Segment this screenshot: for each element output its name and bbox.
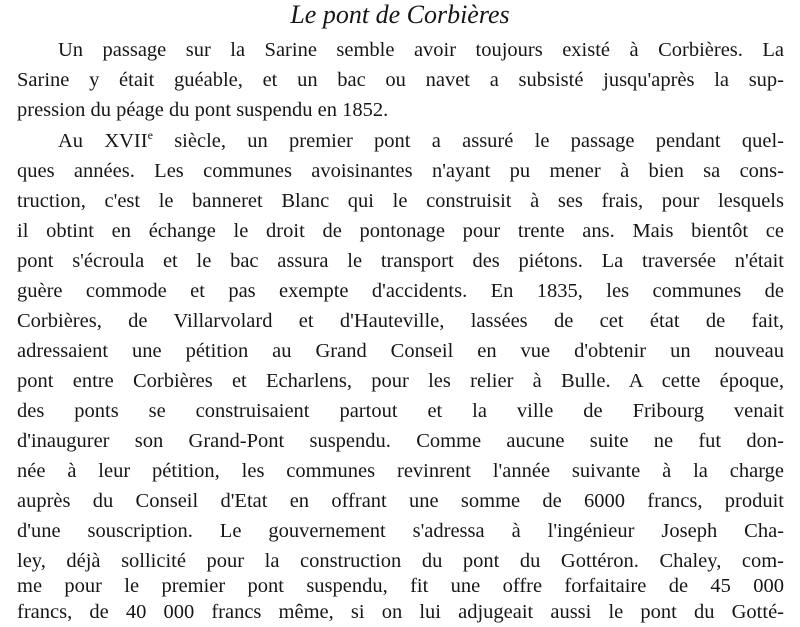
paragraph-1-line: pression du péage du pont suspendu en 1852.	[17, 99, 389, 121]
paragraph-2-line: me pour le premier pont suspendu, fit une offre forfaitaire de 45 000	[17, 575, 784, 597]
paragraph-2-line: ley, déjà sollicité pour la construction du pont du Gottéron. Chaley, com-	[17, 550, 784, 572]
paragraph-2-line: adressaient une pétition au Grand Conseil en vue d'obtenir un nouveau	[17, 340, 784, 362]
paragraph-1-line: Un passage sur la Sarine semble avoir toujours existé à Corbières. La	[58, 39, 784, 61]
first-line-rest: siècle, un premier pont a assuré le passage pendant quel-	[152, 130, 784, 152]
paragraph-2-line: truction, c'est le banneret Blanc qui le construisit à ses frais, pour lesquels	[17, 190, 784, 212]
paragraph-2-line: francs, de 40 000 francs même, si on lui adjugeait aussi le pont du Gotté-	[17, 601, 784, 623]
paragraph-2-line: d'inaugurer son Grand-Pont suspendu. Comme aucune suite ne fut don-	[17, 430, 784, 452]
paragraph-2-line: Corbières, de Villarvolard et d'Hauteville, lassées de cet état de fait,	[17, 310, 784, 332]
paragraph-2-line: guère commode et pas exempte d'accidents. En 1835, les communes de	[17, 280, 784, 302]
paragraph-2-line: pont entre Corbières et Echarlens, pour les relier à Bulle. A cette époque,	[17, 370, 784, 392]
paragraph-2-line: née à leur pétition, les communes revinrent l'année suivante à la charge	[17, 460, 784, 482]
paragraph-2-first-line	[58, 126, 784, 156]
paragraph-2-line: pont s'écroula et le bac assura le transport des piétons. La traversée n'était	[17, 250, 784, 272]
century-superscript: e	[147, 128, 153, 142]
document-title: Le pont de Corbières	[290, 0, 510, 29]
paragraph-2-line: il obtint en échange le droit de pontonage pour trente ans. Mais bientôt ce	[17, 220, 784, 242]
paragraph-2-line: ques années. Les communes avoisinantes n'ayant pu mener à bien sa cons-	[17, 160, 784, 182]
paragraph-1-line: Sarine y était guéable, et un bac ou navet a subsisté jusqu'après la sup-	[17, 69, 784, 91]
century-numeral: Au XVII	[58, 130, 148, 152]
paragraph-2-line: des ponts se construisaient partout et la ville de Fribourg venait	[17, 400, 784, 422]
paragraph-2-line: auprès du Conseil d'Etat en offrant une somme de 6000 francs, produit	[17, 490, 784, 512]
paragraph-2-line: d'une souscription. Le gouvernement s'adressa à l'ingénieur Joseph Cha-	[17, 520, 784, 542]
